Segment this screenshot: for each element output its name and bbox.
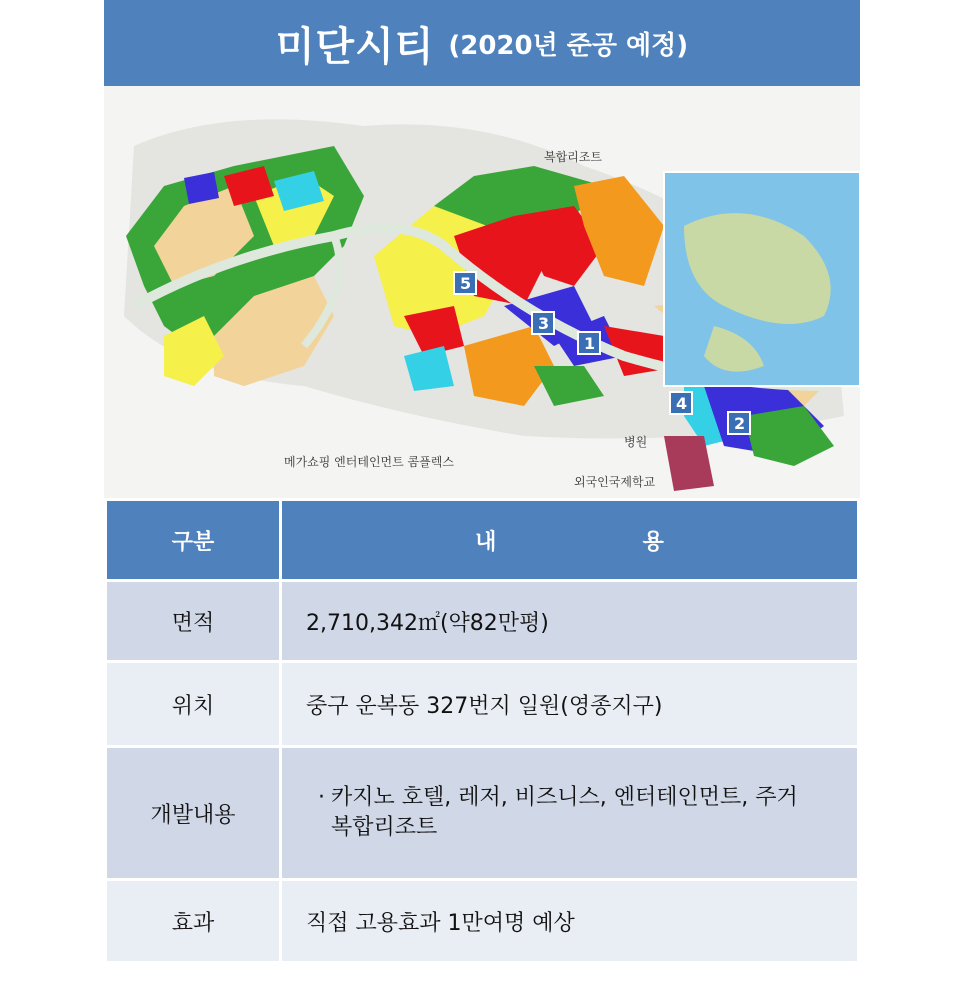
label-school: 외국인국제학교 [574, 475, 656, 489]
label-resort: 복합리조트 [544, 150, 602, 164]
row-value-area: 2,710,342㎡(약82만평) [281, 581, 859, 662]
site-plan-drawing [104, 86, 860, 498]
label-hospital: 병원 [624, 435, 648, 449]
svg-text:1: 1 [584, 334, 596, 353]
table-row [106, 747, 859, 880]
svg-text:4: 4 [676, 394, 688, 413]
marker-1 [578, 332, 600, 354]
bullet-icon: · [318, 785, 325, 810]
table-row [106, 581, 859, 662]
svg-text:3: 3 [538, 314, 550, 333]
info-table [104, 498, 860, 964]
row-label-location: 위치 [106, 662, 281, 747]
header-content [281, 500, 859, 581]
header-category: 구분 [106, 500, 281, 581]
title-banner [104, 0, 860, 86]
page-subtitle: (2020년 준공 예정) [448, 30, 689, 61]
svg-text:2: 2 [734, 414, 746, 433]
marker-5 [454, 272, 476, 294]
row-label-area: 면적 [106, 581, 281, 662]
row-label-development: 개발내용 [106, 747, 281, 880]
row-label-effect: 효과 [106, 880, 281, 963]
table-header-row [106, 500, 859, 581]
table-row [106, 662, 859, 747]
header-content-part2: 용 [642, 529, 664, 555]
marker-4 [670, 392, 692, 414]
header-content-part1: 내 [475, 529, 497, 555]
marker-2 [728, 412, 750, 434]
marker-3 [532, 312, 554, 334]
row-value-effect: 직접 고용효과 1만여명 예상 [281, 880, 859, 963]
label-mega: 메가쇼핑 엔터테인먼트 콤플렉스 [284, 455, 454, 469]
row-value-location: 중구 운복동 327번지 일원(영종지구) [281, 662, 859, 747]
svg-text:5: 5 [460, 274, 472, 293]
page-title: 미단시티 [275, 23, 435, 70]
table-row [106, 880, 859, 963]
row-value-development [281, 747, 859, 880]
development-text: 카지노 호텔, 레저, 비즈니스, 엔터테인먼트, 주거 복합리조트 [331, 785, 798, 840]
site-map [104, 86, 860, 498]
